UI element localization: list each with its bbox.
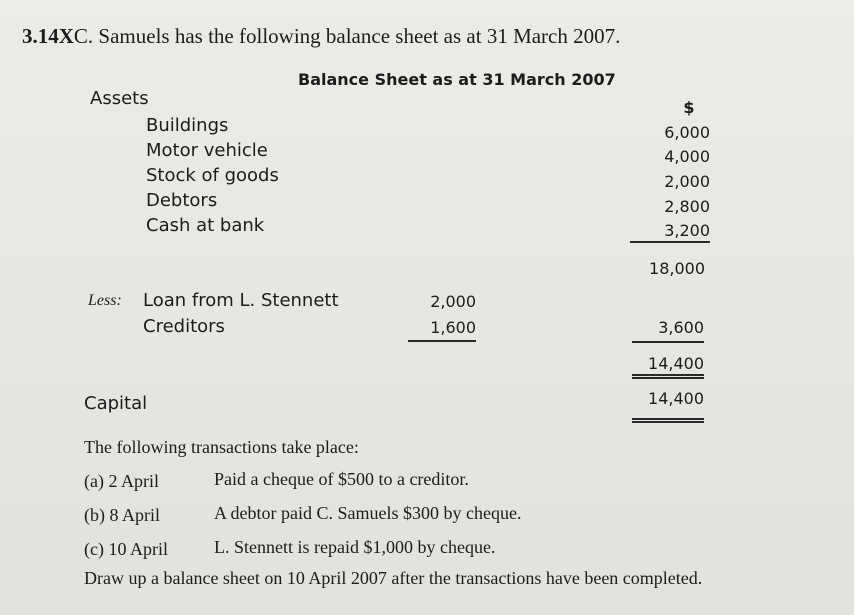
less-label: Less: (88, 292, 122, 309)
liabilities-total-rule (632, 341, 704, 343)
asset-value: 4,000 (664, 147, 710, 166)
asset-value: 2,000 (664, 172, 710, 191)
assets-total: 18,000 (649, 259, 705, 278)
liability-value: 2,000 (430, 292, 476, 311)
transaction-date: (c) 10 April (84, 539, 168, 559)
assets-label: Assets (90, 88, 149, 109)
currency-header: $ (683, 98, 695, 117)
liability-label: Loan from L. Stennett (143, 290, 339, 311)
capital-double-rule (632, 418, 704, 423)
asset-value: 6,000 (664, 123, 710, 142)
liabilities-total: 3,600 (658, 318, 704, 337)
assets-subtotal-rule (630, 241, 710, 243)
capital-label: Capital (84, 393, 148, 414)
asset-label: Stock of goods (146, 165, 279, 186)
transactions-intro: The following transactions take place: (84, 437, 359, 457)
balance-sheet-title: Balance Sheet as at 31 March 2007 (298, 70, 616, 89)
asset-label: Cash at bank (146, 215, 265, 236)
task-instruction: Draw up a balance sheet on 10 April 2007 after the transactions have been completed. (84, 568, 703, 588)
liability-label: Creditors (143, 316, 225, 337)
transaction-date: (a) 2 April (84, 471, 159, 491)
liability-value: 1,600 (430, 318, 476, 337)
capital-value: 14,400 (648, 389, 704, 408)
transaction-date: (b) 8 April (84, 505, 160, 525)
exercise-heading (22, 24, 620, 49)
transaction-text: Paid a cheque of $500 to a creditor. (214, 469, 469, 489)
asset-value: 3,200 (664, 221, 710, 240)
asset-label: Motor vehicle (146, 140, 268, 161)
transaction-text: L. Stennett is repaid $1,000 by cheque. (214, 537, 496, 557)
asset-label: Buildings (146, 115, 229, 136)
exercise-number: 3.14X (22, 24, 74, 48)
net-assets-double-rule (632, 374, 704, 379)
transaction-text: A debtor paid C. Samuels $300 by cheque. (214, 503, 522, 523)
liabilities-subtotal-rule (408, 340, 476, 342)
asset-value: 2,800 (664, 197, 710, 216)
exercise-statement: C. Samuels has the following balance sheet as at 31 March 2007. (73, 24, 621, 48)
asset-label: Debtors (146, 190, 218, 211)
net-assets-total: 14,400 (648, 354, 704, 373)
